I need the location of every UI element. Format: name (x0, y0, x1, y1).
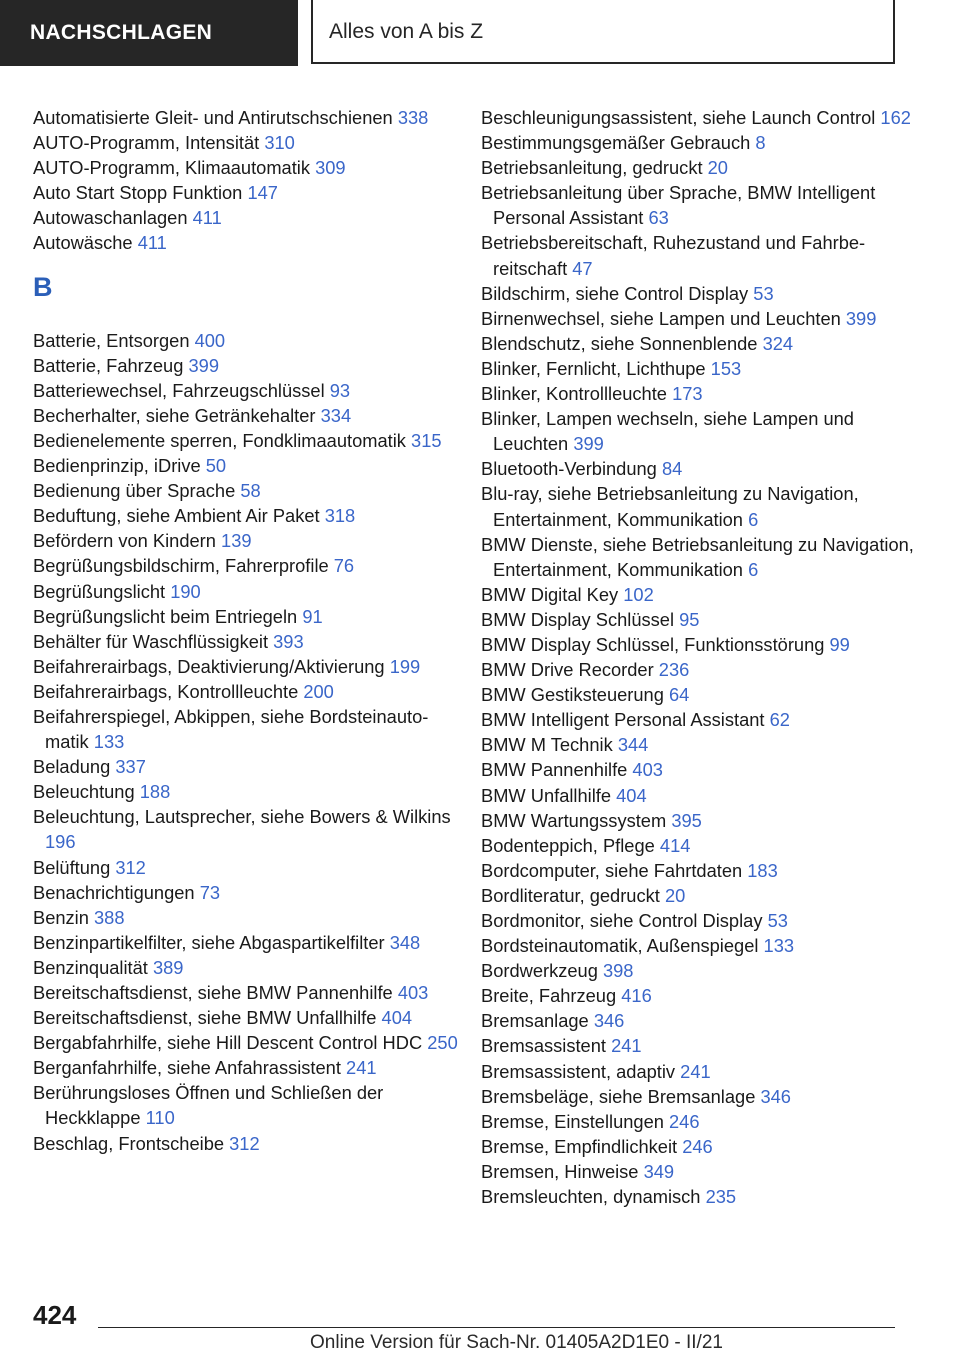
index-page-link[interactable]: 153 (710, 357, 742, 379)
index-entry-text: Bordcomputer, siehe Fahrtdaten (481, 859, 743, 881)
index-entry-text: BMW Dienste, siehe Betriebsanleitung zu Navigation, Entertainment, Kommunikation (481, 533, 914, 580)
index-entry (481, 306, 926, 331)
index-entry (481, 607, 926, 632)
section-title: NACHSCHLAGEN (0, 0, 298, 66)
index-entry-text: Bordwerkzeug (481, 960, 598, 982)
index-page-link[interactable]: 241 (611, 1035, 642, 1057)
index-entry (481, 983, 926, 1008)
index-page-link[interactable]: 6 (748, 508, 759, 530)
index-entry-text: Bereitschaftsdienst, siehe BMW Pannenhilfe (33, 982, 393, 1003)
index-entry (481, 707, 926, 732)
index-page-link[interactable]: 399 (573, 433, 604, 455)
index-entry (481, 682, 926, 707)
index-entry-text: Berührungsloses Öffnen und Schließen der Heckklappe (33, 1082, 384, 1129)
index-page-link[interactable]: 62 (769, 709, 790, 731)
index-column-left (33, 105, 463, 1156)
index-entry-text: Bereitschaftsdienst, siehe BMW Unfallhilfe (33, 1007, 377, 1029)
index-entry-text: Beifahrerairbags, Deaktivierung/Aktivierung (33, 655, 385, 677)
index-entry (481, 783, 926, 808)
index-page-link[interactable]: 183 (747, 859, 778, 881)
index-entry-text: Bremsanlage (481, 1010, 589, 1032)
index-entry (481, 281, 926, 306)
index-entry-text: Bildschirm, siehe Control Display (481, 282, 749, 304)
index-entry-text: Autowäsche (33, 232, 133, 254)
index-entry-text: Beleuchtung, Lautsprecher, siehe Bowers & Wilkins (33, 806, 451, 828)
index-page-link[interactable]: 309 (315, 157, 346, 179)
index-entry (33, 905, 463, 930)
index-entry (33, 629, 463, 654)
index-page-link[interactable]: 414 (659, 834, 691, 856)
index-page-link[interactable]: 346 (593, 1010, 625, 1032)
index-page-link[interactable]: 404 (381, 1007, 413, 1029)
index-page-link[interactable]: 73 (199, 881, 221, 903)
index-entry (33, 754, 463, 779)
index-entry (481, 331, 926, 356)
index-page-link[interactable]: 20 (664, 884, 686, 906)
index-entry (481, 657, 926, 682)
index-entry-text: AUTO-Programm, Klimaautomatik (33, 157, 310, 179)
index-page-link[interactable]: 241 (680, 1060, 711, 1082)
index-entry (481, 356, 926, 381)
index-page-link[interactable]: 235 (705, 1186, 737, 1208)
index-entry (33, 155, 463, 180)
index-entry-text: Blendschutz, siehe Sonnenblende (481, 332, 758, 354)
index-entry-text: Bremsen, Hinweise (481, 1160, 639, 1182)
index-entry-text: Benzinqualität (33, 956, 148, 978)
index-page-link[interactable]: 76 (333, 555, 355, 577)
index-page-link[interactable]: 188 (139, 781, 171, 803)
index-page-link[interactable]: 64 (668, 684, 690, 706)
index-entry (33, 353, 463, 378)
index-column-right (481, 105, 926, 1209)
index-entry (33, 980, 463, 1005)
index-entry (33, 1030, 463, 1055)
index-entry (33, 1080, 463, 1130)
index-page-link[interactable]: 8 (755, 132, 766, 154)
index-page-link[interactable]: 91 (302, 605, 323, 627)
index-entry-text: Beladung (33, 756, 111, 778)
index-entry (33, 528, 463, 553)
index-page-link[interactable]: 398 (602, 960, 634, 982)
index-page-link[interactable]: 20 (707, 157, 728, 179)
index-entry-text: Begrüßungsbildschirm, Fahrerprofile (33, 555, 329, 577)
index-entry-text: BMW Display Schlüssel, Funktionsstörung (481, 633, 825, 655)
index-entry-text: BMW Wartungssystem (481, 809, 667, 831)
index-page-link[interactable]: 416 (621, 985, 652, 1007)
index-page-link[interactable]: 411 (192, 207, 222, 229)
index-entry (33, 180, 463, 205)
index-page-link[interactable]: 199 (389, 655, 421, 677)
index-entry-text: Behälter für Waschflüssigkeit (33, 630, 269, 652)
index-entry-text: BMW Display Schlüssel (481, 608, 675, 630)
index-entry (481, 155, 926, 180)
index-entry-text: Automatisierte Gleit- und Antirutschschienen (33, 107, 393, 128)
index-entry (33, 428, 463, 453)
index-page-link[interactable]: 93 (329, 379, 351, 401)
index-page-link[interactable]: 95 (679, 608, 700, 630)
index-entry (481, 1184, 926, 1209)
index-entry (33, 403, 463, 428)
index-entry-text: Beschleunigungsassistent, siehe Launch Control (481, 107, 876, 128)
index-entry (33, 230, 463, 255)
index-entry (33, 955, 463, 980)
index-entry (33, 478, 463, 503)
index-entry (33, 779, 463, 804)
index-entry-text: Birnenwechsel, siehe Lampen und Leuchten (481, 307, 841, 329)
index-page-link[interactable]: 200 (303, 680, 334, 702)
index-page-link[interactable]: 388 (94, 906, 125, 928)
index-page-link[interactable]: 190 (170, 580, 201, 602)
index-entry (33, 679, 463, 704)
index-page-link[interactable]: 334 (320, 404, 352, 426)
index-entry (481, 933, 926, 958)
index-page-link[interactable]: 250 (427, 1032, 458, 1054)
index-entry-text: Batterie, Entsorgen (33, 329, 190, 351)
index-entry-text: Beleuchtung (33, 781, 135, 803)
index-entry (33, 880, 463, 905)
chapter-title: Alles von A bis Z (311, 0, 895, 64)
index-page-link[interactable]: 99 (829, 633, 850, 655)
index-entry-text: Belüftung (33, 856, 111, 878)
index-entry-text: Blu-ray, siehe Betriebsanleitung zu Navigation, Entertainment, Kommunikation (481, 483, 859, 530)
index-page-link[interactable]: 393 (273, 630, 304, 652)
index-entry (33, 205, 463, 230)
index-entry-text: Auto Start Stopp Funktion (33, 182, 243, 204)
index-entry-text: Bedienprinzip, iDrive (33, 455, 201, 477)
index-entry (481, 883, 926, 908)
index-entry-text: Betriebsanleitung, gedruckt (481, 157, 703, 179)
index-entry-text: Befördern von Kindern (33, 530, 216, 552)
online-version-note: Online Version für Sach-Nr. 01405A2D1E0 - II/21 (310, 1332, 723, 1353)
index-entry-text: Blinker, Kontrollleuchte (481, 383, 667, 405)
index-entry-text: Blinker, Lampen wechseln, siehe Lampen und Leuchten (481, 408, 854, 455)
index-page-link[interactable]: 63 (648, 207, 669, 229)
index-entry (481, 958, 926, 983)
index-entry (481, 381, 926, 406)
index-entry (33, 930, 463, 955)
index-entry (481, 632, 926, 657)
index-entry-text: Breite, Fahrzeug (481, 985, 617, 1007)
index-entry-text: BMW Digital Key (481, 583, 619, 605)
index-entry-text: Bordmonitor, siehe Control Display (481, 910, 763, 931)
index-page-link[interactable]: 58 (240, 480, 261, 502)
index-page-link[interactable]: 404 (616, 784, 647, 806)
index-entry (33, 553, 463, 578)
index-page-link[interactable]: 411 (137, 232, 167, 254)
index-entry (33, 654, 463, 679)
index-entry (481, 1134, 926, 1159)
index-entry (481, 808, 926, 833)
footer-divider (98, 1327, 895, 1328)
index-entry (33, 105, 463, 130)
index-page-link[interactable]: 403 (397, 982, 429, 1003)
index-entry-text: Bergabfahrhilfe, siehe Hill Descent Control HDC (33, 1032, 423, 1054)
index-entry (33, 1131, 463, 1156)
index-entry-text: Begrüßungslicht beim Entriegeln (33, 605, 298, 627)
index-page-link[interactable]: 399 (845, 307, 877, 329)
index-entry (33, 130, 463, 155)
index-page-link[interactable]: 403 (632, 759, 663, 781)
index-page-link[interactable]: 324 (762, 332, 794, 354)
index-entry-text: Bremse, Empfindlichkeit (481, 1135, 678, 1157)
index-page-link[interactable]: 349 (643, 1160, 675, 1182)
index-entry-text: Beduftung, siehe Ambient Air Paket (33, 505, 320, 527)
index-page-link[interactable]: 400 (194, 329, 226, 351)
index-entry-text: Bremsleuchten, dynamisch (481, 1186, 701, 1208)
index-entry (481, 582, 926, 607)
index-page-link[interactable]: 50 (205, 455, 227, 477)
index-entry-text: Autowaschanlagen (33, 207, 188, 229)
index-page-link[interactable]: 110 (145, 1107, 175, 1129)
index-entry-text: Beifahrerspiegel, Abkippen, siehe Bordsteinautomatik (33, 705, 429, 753)
index-entry-text: BMW Intelligent Personal Assistant (481, 709, 765, 731)
index-letter-heading: B (33, 271, 53, 302)
index-page-link[interactable]: 337 (115, 756, 146, 778)
index-page-link[interactable]: 246 (669, 1110, 700, 1132)
index-entry-text: Bremsassistent, adaptiv (481, 1060, 676, 1082)
index-entry-text: BMW Gestiksteuerung (481, 684, 664, 706)
index-entry-text: Benachrichtigungen (33, 881, 195, 903)
index-entry-text: Bremsbeläge, siehe Bremsanlage (481, 1085, 756, 1107)
index-entry (481, 1084, 926, 1109)
index-page-link[interactable]: 84 (661, 458, 683, 480)
index-entry (481, 1109, 926, 1134)
page-number: 424 (33, 1300, 77, 1330)
index-page-link[interactable]: 196 (45, 831, 76, 853)
index-entry-text: Bremsassistent (481, 1035, 606, 1057)
index-entry-text: Bedienelemente sperren, Fondklimaautomatik (33, 429, 406, 451)
index-entry-text: Batteriewechsel, Fahrzeugschlüssel (33, 379, 325, 401)
index-page-link[interactable]: 241 (346, 1057, 377, 1079)
index-entry-text: AUTO-Programm, Intensität (33, 132, 260, 154)
index-entry (33, 1005, 463, 1030)
index-entry-text: Bordliteratur, gedruckt (481, 884, 660, 906)
index-entry (481, 180, 926, 230)
index-page-link[interactable]: 312 (229, 1132, 260, 1154)
index-entry (481, 833, 926, 858)
index-entry-text: Begrüßungslicht (33, 580, 166, 602)
index-page-link[interactable]: 236 (658, 659, 690, 681)
index-page-link[interactable]: 312 (115, 856, 146, 878)
index-entry (33, 328, 463, 353)
index-page-link[interactable]: 344 (617, 734, 649, 756)
index-entry (481, 1033, 926, 1058)
index-page-link[interactable]: 338 (397, 107, 429, 128)
index-page-link[interactable]: 139 (221, 530, 252, 552)
index-entry-text: Benzin (33, 906, 89, 928)
index-page-link[interactable]: 389 (152, 956, 184, 978)
index-entry (33, 855, 463, 880)
page-header (0, 0, 960, 66)
index-entry (33, 453, 463, 478)
index-page-link[interactable]: 315 (411, 429, 442, 451)
index-entry-text: Bremse, Einstellungen (481, 1110, 664, 1132)
index-entry-text: Becherhalter, siehe Getränkehalter (33, 404, 316, 426)
index-entry-text: BMW M Technik (481, 734, 613, 756)
index-entry (481, 130, 926, 155)
index-entry-text: Blinker, Fernlicht, Lichthupe (481, 357, 706, 379)
index-entry-text: BMW Unfallhilfe (481, 784, 612, 806)
index-entry (481, 1059, 926, 1084)
index-entry-text: Benzinpartikelfilter, siehe Abgaspartikelfilter (33, 931, 385, 953)
index-entry (33, 704, 463, 754)
index-entry (33, 1055, 463, 1080)
index-page-link[interactable]: 246 (682, 1135, 713, 1157)
index-page-link[interactable]: 310 (264, 132, 295, 154)
index-entry (481, 406, 926, 456)
index-page-link[interactable]: 6 (748, 558, 759, 580)
index-entry (481, 858, 926, 883)
index-entry (481, 105, 926, 130)
index-entry (33, 604, 463, 629)
index-page-link[interactable]: 346 (760, 1085, 791, 1107)
index-page-link[interactable]: 102 (623, 583, 654, 605)
index-page-link[interactable]: 133 (93, 731, 125, 753)
index-entry-text: Bordsteinautomatik, Außenspiegel (481, 935, 759, 957)
index-page-link[interactable]: 173 (672, 383, 703, 405)
index-page-link[interactable]: 348 (389, 931, 421, 953)
index-entry (481, 456, 926, 481)
index-page-link[interactable]: 133 (763, 935, 795, 957)
index-page-link[interactable]: 162 (880, 107, 911, 128)
index-entry-text: Bestimmungsgemäßer Gebrauch (481, 132, 751, 154)
index-entry-text: Bluetooth-Verbindung (481, 458, 657, 480)
index-page-link[interactable]: 399 (188, 354, 220, 376)
index-page-link[interactable]: 53 (753, 282, 774, 304)
index-entry (33, 579, 463, 604)
index-entry-text: Beifahrerairbags, Kontrollleuchte (33, 680, 299, 702)
index-entry (481, 481, 926, 531)
index-entry (481, 230, 926, 280)
index-page-link[interactable]: 53 (767, 910, 788, 931)
index-entry (481, 1008, 926, 1033)
index-entry (33, 804, 463, 854)
index-entry-text: Berganfahrhilfe, siehe Anfahrassistent (33, 1057, 341, 1079)
index-entry-text: BMW Pannenhilfe (481, 759, 628, 781)
index-entry (33, 378, 463, 403)
index-page-link[interactable]: 395 (671, 809, 702, 831)
index-entry-text: Bodenteppich, Pflege (481, 834, 655, 856)
index-page-link[interactable]: 318 (324, 505, 356, 527)
index-page-link[interactable]: 47 (572, 257, 593, 279)
index-entry (481, 732, 926, 757)
index-entry-text: BMW Drive Recorder (481, 659, 654, 681)
index-entry-text: Batterie, Fahrzeug (33, 354, 184, 376)
index-entry-text: Betriebsbereitschaft, Ruhezustand und Fahrbereitschaft (481, 232, 866, 279)
index-entry (481, 532, 926, 582)
index-page-link[interactable]: 147 (247, 182, 278, 204)
index-entry (481, 908, 926, 933)
index-entry-text: Bedienung über Sprache (33, 480, 236, 502)
index-entry-text: Beschlag, Frontscheibe (33, 1132, 225, 1154)
index-entry-text: Betriebsanleitung über Sprache, BMW Intelligent Personal Assistant (481, 182, 876, 229)
index-entry (481, 1159, 926, 1184)
index-entry (481, 757, 926, 782)
index-entry (33, 503, 463, 528)
